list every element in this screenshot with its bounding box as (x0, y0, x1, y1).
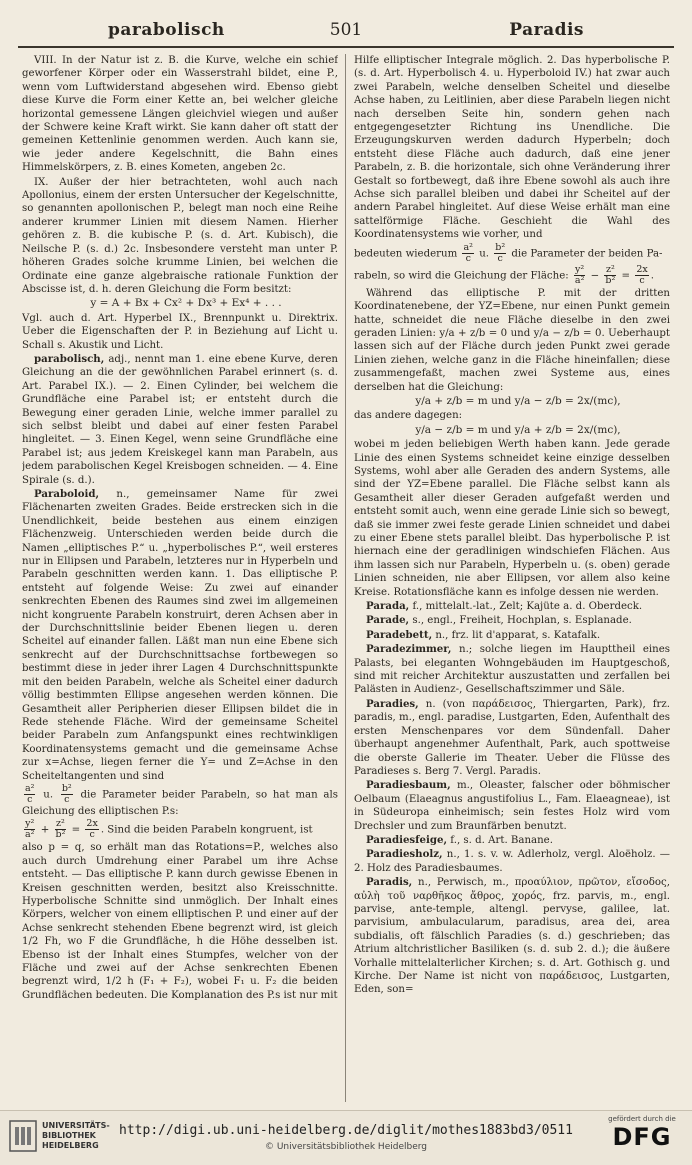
entry-headword: Parada, (366, 600, 410, 613)
page-header (18, 18, 674, 42)
paragraph: Während das elliptische P. mit der dritten Koordinatenebene, der YZ=Ebene, nur einen Punkt gemein hatte, schneidet die neue Fläche dieselbe in den zwei geraden Linien: y/a + z/b = 0 und y/a − z/b = 0. Ueberhaupt lassen sich auf der Fläche durch jeden Punkt zwei gerade Linien ziehen, welche ganz in die Fläche hineinfallen; diese zusammengefaßt, machen zwei Systeme aus, eines derselben hat die Gleichung: (354, 287, 670, 393)
operator: − (587, 270, 603, 282)
paragraph: wobei m jeden beliebigen Werth haben kann. Jede gerade Linie des einen Systems schneidet keine einzige desselben Systems, wohl aber alle Geraden des andern Systems, alle sind der YZ=Ebene parallel. Die Fläche selbst kann als Gesamtheit aller dieser Geraden aufgefaßt werden und entsteht somit auch, wenn eine gerade Linie sich so bewegt, daß sie immer zwei feste gerade Linien schneidet und dabei zu einer Ebene stets parallel bleibt. Das hyperbolische P. ist hiernach eine der geradlinigen windschiefen Flächen. Aus ihm lassen sich nur Parabeln, Hyperbeln u. (s. oben) gerade Linien schneiden, nie aber Ellipsen, vor allem also keine Kreise. Rotationsfläche kann es infolge dessen nie werden. (354, 439, 670, 598)
text-run: rabeln, so wird die Gleichung der Fläche: (354, 270, 572, 282)
entry-text: n., Perwisch, m., προαύλιον, πρῶτον, εἴσοδος, αὐλὴ τοῦ ναρθῆκος ἄθρος, χορός, frz. parvis, m., engl. parvise, ante-temple, altengl. pervyse, galilee, lat. parvisium, ambulacularum, paradisus, area dei, area subdialis, oft fälschlich Paradies (s. d.) geschrieben; das Atrium altchristlicher Basiliken (s. d. sub 2. d.); die äußere Vorhalle mittelalterlicher Kirchen; s. d. Art. Gothisch g. und Kirche. Der Name ist nicht von παράδεισος, Lustgarten, Eden, son= (354, 877, 670, 996)
fraction-denominator: c (639, 274, 645, 286)
entry-headword: Paradies, (366, 697, 419, 710)
dictionary-entry (354, 779, 670, 833)
fraction-numerator: 2x (636, 263, 648, 275)
formula-line (354, 243, 670, 264)
text-run: . Sind die beiden Parabeln kongruent, ist (100, 824, 313, 836)
fraction-numerator: z² (605, 263, 615, 275)
dictionary-entry (354, 698, 670, 778)
entry-headword: parabolisch, (34, 352, 105, 365)
header-rule (18, 46, 674, 48)
entry-headword: Paraboloid, (34, 488, 100, 500)
text-run: . (650, 270, 654, 282)
funder-block (602, 1115, 682, 1150)
fraction-denominator: a² (574, 274, 585, 286)
text-run: bedeuten wiederum (354, 248, 461, 260)
formula: y = A + Bx + Cx² + Dx³ + Ex⁴ + . . . (90, 297, 282, 310)
operator: + (37, 824, 53, 836)
entry-text: f., s. d. Art. Banane. (447, 834, 553, 846)
fraction-numerator: a² (463, 241, 473, 253)
fraction-denominator: c (497, 252, 503, 264)
text-run: die Parameter der beiden Pa- (508, 248, 663, 260)
fraction-denominator: b² (55, 829, 66, 841)
fraction-denominator: c (64, 793, 70, 805)
fraction (635, 265, 648, 286)
fraction (494, 243, 506, 264)
operator: = (68, 824, 84, 836)
dictionary-entry (22, 488, 338, 783)
dfg-logo: DFG (612, 1123, 672, 1151)
formula: y/a + z/b = m und y/a − z/b = 2x/(mc), (415, 394, 621, 407)
permalink-url[interactable]: http://digi.ub.uni-heidelberg.de/diglit/mothes1883bd3/0511 (119, 1123, 573, 1138)
entry-text: n., gemeinsamer Name für zwei Flächenarten zweiten Grades. Beide erstrecken sich in die Unendlichkeit, beide bestehen aus einem einzigen Flächenzweig. Unterschieden werden beide durch die Namen „elliptisches P.“ u. „hyperbolisches P.“, weil ersteres nur in Ellipsen und Parabeln, letzteres nur in Hyperbeln und Parabeln geschnitten werden kann. 1. Das elliptische P. entsteht auf folgende Weise: Zu zwei auf einander senkrechten Ebenen des Raumes sind zwei im allgemeinen nicht kongruente Parabeln konstruirt, deren Achsen aber in der Durchschnittslinie beider Ebenen liegen u. deren Scheitel auf einander fallen. Läßt man nun eine Ebene sich senkrecht auf der Durchschnittsachse fortbewegen so bestimmt diese in jeder ihrer Lagen 4 Durchschnittspunkte mit den beiden Parabeln, welche als Scheitel einer dadurch völlig bestimmten Ellipse angesehen werden können. Die Gesamtheit aller Peripherien dieser Ellipsen bildet die in Rede stehende Fläche. Wird der gemeinsame Scheitel beider Parabeln zum Anfangspunkt eines rechtwinkligen Koordinatensystems gemacht und die gemeinsame Achse zur x=Achse, liegen ferner die Y= und Z=Achse in den Scheiteltangenten und sind (22, 489, 338, 782)
fraction (55, 819, 67, 840)
entry-headword: Paradiesholz, (366, 848, 443, 861)
column-divider (345, 54, 346, 1102)
fraction-numerator: a² (25, 782, 35, 794)
dictionary-entry (354, 876, 670, 997)
fraction (462, 243, 473, 264)
dictionary-entry (354, 600, 670, 613)
copyright-notice: © Universitätsbibliothek Heidelberg (264, 1142, 427, 1152)
dictionary-entry (354, 834, 670, 847)
fraction-numerator: y² (575, 263, 585, 275)
fraction-denominator: b² (605, 274, 616, 286)
entry-headword: Paradebett, (366, 628, 433, 641)
institution-name: UNIVERSITÄTS- BIBLIOTHEK HEIDELBERG (42, 1121, 110, 1150)
entry-text: f., mittelalt.-lat., Zelt; Kajüte a. d. Oberdeck. (409, 601, 643, 613)
fraction-denominator: c (27, 793, 33, 805)
fraction (61, 784, 73, 805)
right-text-column (354, 54, 670, 1104)
dictionary-entry (354, 848, 670, 875)
fraction-denominator: c (89, 829, 95, 841)
dictionary-entry (354, 643, 670, 697)
formula-line (22, 819, 338, 840)
fraction-denominator: a² (25, 829, 35, 841)
entry-headword: Paradiesbaum, (366, 779, 451, 792)
fraction-numerator: 2x (86, 818, 98, 830)
header-right-keyword: Paradis (509, 20, 584, 40)
paragraph: VIII. In der Natur ist z. B. die Kurve, welche ein schief geworfener Körper oder ein Wasserstrahl bildet, eine P., wenn vom Luftwiderstand abgesehen wird. Ebenso giebt diese Kurve die Form einer Kette an, bei welcher gleiche horizontal gemessene Längen gleichviel wiegen und außer der Schwere keine Kraft wirkt. Sie kann daher oft statt der gemeinen Kettenlinie genommen werden. Auch kann sie, wie jeder andere Kegelschnitt, die Bahn eines Himmelskörpers, z. B. eines Kometen, angeben 2c. (22, 55, 338, 174)
entry-headword: Paradezimmer, (366, 643, 452, 656)
fraction-numerator: b² (61, 782, 72, 794)
fraction (24, 819, 35, 840)
fraction (574, 265, 585, 286)
fraction-numerator: y² (25, 818, 35, 830)
entry-text: adj., nennt man 1. eine ebene Kurve, deren Gleichung an die der gewöhnlichen Parabel erinnert (s. d. Art. Parabel IX.). — 2. Einen Cylinder, bei welchem die Grundfläche eine Parabel ist; er entsteht durch die Bewegung einer geraden Linie, welche immer parallel zu sich selbst bleibt und dabei auf einer festen Parabel hingleitet. — 3. Einen Kegel, wenn seine Grundfläche eine Parabel ist; aus jedem Kreiskegel kann man Parabeln, aus jedem parabolischen Kegel Kreisbogen schneiden. — 4. Eine Spirale (s. d.). (22, 353, 338, 486)
text-run: u. (37, 789, 59, 801)
dictionary-entry (354, 629, 670, 642)
paragraph: Hilfe elliptischer Integrale möglich. 2. Das hyperbolische P. (s. d. Art. Hyperbolisch 4. u. Hyperboloid IV.) hat zwar auch zwei Parabeln, welche denselben Scheitel und dieselbe Achse haben, zu Leitlinien, aber diese Parabeln liegen nicht nach derselben Seite hin, sondern gehen nach entgegengesetzter Richtung ins Unendliche. Die Erzeugungskurven werden dadurch Hyperbeln; doch entsteht diese Fläche auch dadurch, daß eine jener Parabeln, z. B. die horizontale, sich ohne Veränderung ihrer Gestalt so fortbewegt, daß ihre Ebene sowohl als auch ihre Achse sich parallel bleiben und dabei ihr Scheitel auf der andern Parabel hingleitet. Auf diese Weise erhält man eine sattelförmige Fläche. Geschieht die Wahl des Koordinatensystems wie vorher, und (354, 55, 670, 241)
dictionary-entry (354, 614, 670, 627)
formula: y/a − z/b = m und y/a + z/b = 2x/(mc), (415, 423, 621, 436)
formula-line (22, 784, 338, 818)
text-run: u. (475, 248, 493, 260)
entry-headword: Parade, (366, 614, 410, 627)
paragraph: Vgl. auch d. Art. Hyperbel IX., Brennpunkt u. Direktrix. Ueber die Eigenschaften der P. in Beziehung auf Licht u. Schall s. Akustik und Licht. (22, 312, 338, 351)
entry-headword: Paradiesfeige, (366, 833, 448, 846)
fraction (604, 265, 616, 286)
paragraph: IX. Außer der hier betrachteten, wohl auch nach Apollonius, einem der ersten Untersucher der Kegelschnitte, so genannten apollonischen P., belegt man noch eine Reihe anderer krummer Linien mit diesem Namen. Hierher gehören z. B. die kubische P. (s. d. Art. Kubisch), die Neilsche P. (s. d.) 2c. Insbesondere versteht man unter P. höheren Grades solche krumme Linien, bei welchen die Ordinate eine ganze algebraische rationale Funktion der Abscisse ist, d. h. deren Gleichung die Form besitzt: (22, 176, 338, 295)
dictionary-entry (22, 353, 338, 487)
paragraph: also p = q, so erhält man das Rotations=P., welches also auch durch Umdrehung einer Parabel um ihre Achse entsteht. — Das elliptische P. kann durch gewisse Ebenen in Kreisen geschnitten werden, besitzt also Kreisschnitte. Hyperbolische Schnitte sind unmöglich. Der Inhalt eines Körpers, welcher von einem elliptischen P. und einer auf der Achse senkrecht stehenden Ebene begrenzt wird, ist gleich 1/2 Fh, wo F die Grundfläche, h die Höhe desselben ist. Ebenso ist der Inhalt eines Stumpfes, welcher von der Fläche und zwei auf der Achse senkrechten Ebenen begrenzt wird, 1/2 h (F₁ + F₂), wobei F₁ u. F₂ die beiden Grundflächen bedeuten. Die Komplanation des P.s ist nur mit (22, 842, 338, 1001)
fraction-numerator: z² (56, 818, 65, 830)
text-run: die Parameter beider Parabeln, so hat man als Gleichung des elliptischen P.s: (22, 789, 338, 817)
entry-text: n.; solche liegen im Haupttheil eines Palasts, bei eleganten Wohngebäuden im Hauptgeschoß, sind mit reicher Architektur auszustatten und zerfallen bei Palästen in Audienz-, Gesellschaftszimmer und Säle. (354, 644, 670, 696)
formula-line (354, 265, 670, 286)
fraction (24, 784, 35, 805)
entry-headword: Paradis, (366, 876, 413, 889)
operator: = (618, 270, 634, 282)
entry-text: n. (von παράδεισος, Thiergarten, Park), frz. paradis, m., engl. paradise, Lustgarten, Eden, Aufenthalt des ersten Menschenpares vor dem Sündenfall. Daher überhaupt angenehmer Aufenthalt, Park, auch spottweise die oberste Gallerie im Theater. Ueber die Flüsse des Paradieses s. Berg 7. Vergl. Paradis. (354, 698, 670, 777)
entry-text: n., frz. lit d'apparat, s. Katafalk. (432, 629, 601, 641)
fraction-numerator: b² (495, 241, 506, 253)
paragraph: das andere dagegen: (354, 410, 463, 422)
fraction-denominator: c (465, 252, 471, 264)
digitization-footer (0, 1110, 692, 1165)
entry-text: m., Oleaster, falscher oder böhmischer Oelbaum (Elaeagnus angustifolius L., Fam. Elaeagneae), ist in Südeuropa einheimisch; sein festes Holz wird vom Drechsler und zum Braunfärben benutzt. (354, 780, 670, 832)
fraction (85, 819, 98, 840)
header-left-keyword: parabolisch (108, 20, 225, 40)
entry-text: s., engl., Freiheit, Hochplan, s. Esplanade. (409, 615, 632, 627)
page-number: 501 (329, 20, 363, 40)
left-text-column (22, 54, 338, 1104)
funder-line: gefördert durch die (608, 1115, 676, 1123)
entry-text: n., 1. s. v. w. Adlerholz, vergl. Aloëholz. — 2. Holz des Paradiesbaumes. (354, 849, 670, 874)
